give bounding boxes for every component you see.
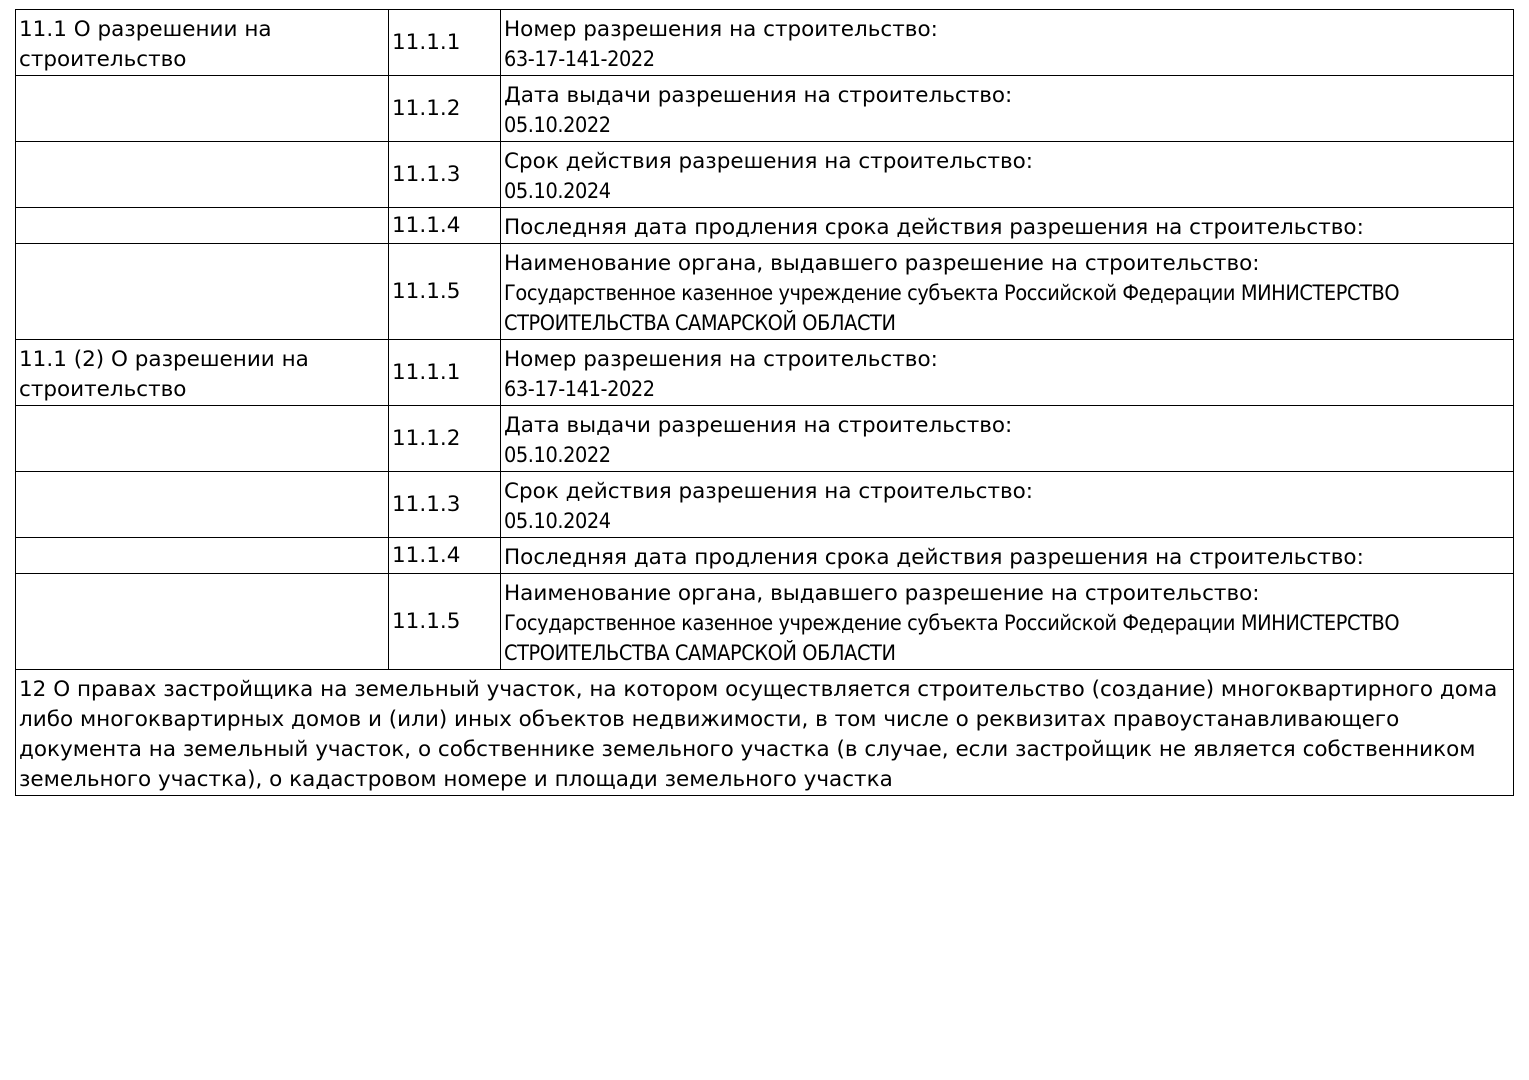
empty-cell [16, 142, 389, 208]
table-row [16, 76, 1514, 142]
section-12-text: 12 О правах застройщика на земельный участок, на котором осуществляется строительство (создание) многоквартирного дома либо многоквартирных домов и (или) иных объектов недвижимости, в том числе о реквизитах правоустанавливающего документа на земельный участок, о собственнике земельного участка (в случае, если застройщик не является собственником земельного участка), о кадастровом номере и площади земельного участка [16, 670, 1514, 796]
item-cell [501, 76, 1514, 142]
table-row [16, 472, 1514, 538]
item-value: Государственное казенное учреждение субъекта Российской Федерации МИНИСТЕРСТВО СТРОИТЕЛЬСТВА САМАРСКОЙ ОБЛАСТИ [504, 611, 1400, 666]
item-code: 11.1.2 [389, 406, 501, 472]
empty-cell [16, 208, 389, 244]
item-label: Дата выдачи разрешения на строительство: [504, 413, 1013, 438]
item-cell [501, 142, 1514, 208]
item-cell [501, 340, 1514, 406]
item-cell [501, 472, 1514, 538]
item-code: 11.1.2 [389, 76, 501, 142]
item-cell [501, 574, 1514, 670]
section-title: 11.1 О разрешении на строительство [16, 10, 389, 76]
item-label: Последняя дата продления срока действия разрешения на строительство: [504, 215, 1364, 240]
item-cell [501, 406, 1514, 472]
table-row [16, 340, 1514, 406]
empty-cell [16, 244, 389, 340]
item-cell [501, 244, 1514, 340]
item-cell [501, 208, 1514, 244]
empty-cell [16, 574, 389, 670]
item-cell [501, 10, 1514, 76]
table-row [16, 208, 1514, 244]
item-value: 05.10.2024 [504, 509, 611, 534]
item-label: Наименование органа, выдавшего разрешение на строительство: [504, 251, 1260, 276]
item-code: 11.1.4 [389, 538, 501, 574]
table-row [16, 10, 1514, 76]
item-code: 11.1.5 [389, 574, 501, 670]
table-row [16, 574, 1514, 670]
item-value: Государственное казенное учреждение субъекта Российской Федерации МИНИСТЕРСТВО СТРОИТЕЛЬСТВА САМАРСКОЙ ОБЛАСТИ [504, 281, 1400, 336]
empty-cell [16, 406, 389, 472]
item-label: Номер разрешения на строительство: [504, 17, 938, 42]
item-code: 11.1.5 [389, 244, 501, 340]
item-code: 11.1.1 [389, 340, 501, 406]
item-label: Номер разрешения на строительство: [504, 347, 938, 372]
item-label: Наименование органа, выдавшего разрешение на строительство: [504, 581, 1260, 606]
table-row [16, 142, 1514, 208]
section-title: 11.1 (2) О разрешении на строительство [16, 340, 389, 406]
item-code: 11.1.1 [389, 10, 501, 76]
item-code: 11.1.3 [389, 142, 501, 208]
empty-cell [16, 76, 389, 142]
table-row [16, 670, 1514, 796]
item-value: 05.10.2024 [504, 179, 611, 204]
item-label: Срок действия разрешения на строительство: [504, 149, 1034, 174]
permit-table [15, 9, 1514, 796]
empty-cell [16, 538, 389, 574]
item-value: 05.10.2022 [504, 113, 611, 138]
item-label: Дата выдачи разрешения на строительство: [504, 83, 1013, 108]
item-value: 05.10.2022 [504, 443, 611, 468]
table-row [16, 244, 1514, 340]
item-code: 11.1.3 [389, 472, 501, 538]
item-label: Последняя дата продления срока действия разрешения на строительство: [504, 545, 1364, 570]
item-cell [501, 538, 1514, 574]
table-row [16, 538, 1514, 574]
empty-cell [16, 472, 389, 538]
item-code: 11.1.4 [389, 208, 501, 244]
table-row [16, 406, 1514, 472]
item-label: Срок действия разрешения на строительство: [504, 479, 1034, 504]
document-page [15, 9, 1513, 796]
item-value: 63-17-141-2022 [504, 47, 655, 72]
item-value: 63-17-141-2022 [504, 377, 655, 402]
